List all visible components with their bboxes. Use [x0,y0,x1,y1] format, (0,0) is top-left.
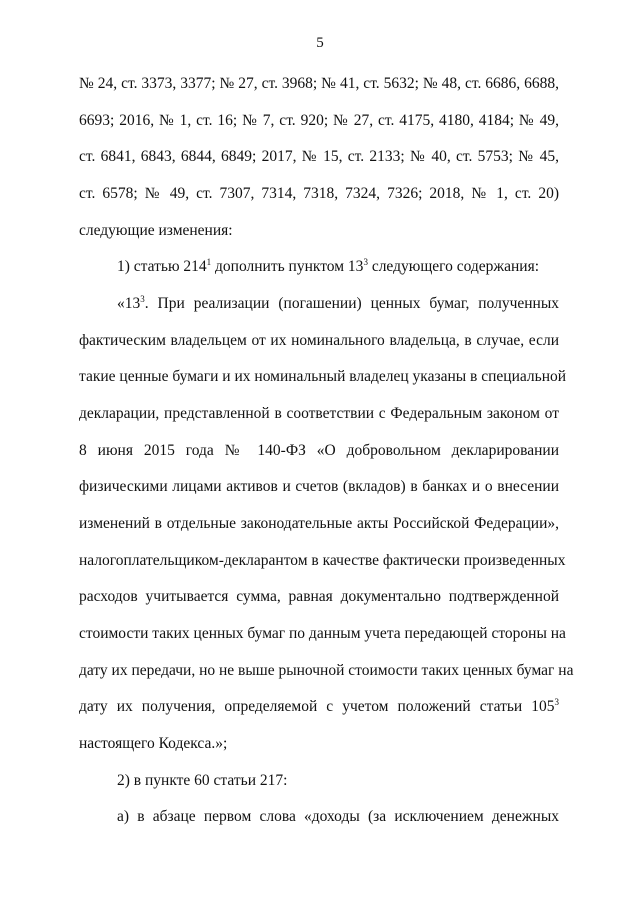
text-line: настоящего Кодекса.»; [79,735,228,752]
text-fragment: . При реализации (погашении) ценных бумаг, полученных [144,295,559,312]
text-line: дату их передачи, но не выше рыночной стоимости таких ценных бумаг на [79,662,574,679]
list-item-1 [117,257,539,277]
superscript: 3 [554,697,559,707]
text-line: 8 июня 2015 года № 140-ФЗ «О добровольном декларировании [79,442,559,459]
list-item-2: 2) в пункте 60 статьи 217: [117,772,288,789]
superscript: 3 [363,257,368,267]
text-line: стоимости таких ценных бумаг по данным учета передающей стороны на [79,625,566,642]
text-line: изменений в отдельные законодательные акты Российской Федерации», [79,515,559,532]
text-fragment: «13 [117,295,141,312]
text-line: физическими лицами активов и счетов (вкладов) в банках и о внесении [79,478,559,495]
text-fragment: дату их получения, определяемой с учетом положений статьи 105 [79,698,555,715]
text-line: налогоплательщиком-декларантом в качестве фактически произведенных [79,552,566,569]
page-number: 5 [316,35,324,51]
text-line: такие ценные бумаги и их номинальный владелец указаны в специальной [79,368,567,385]
sub-item-a: а) в абзаце первом слова «доходы (за исключением денежных [117,808,559,825]
superscript: 3 [140,294,145,304]
text-line: следующие изменения: [79,222,233,239]
text-line: 6693; 2016, № 1, ст. 16; № 7, ст. 920; № 27, ст. 4175, 4180, 4184; № 49, [79,112,559,129]
text-line: № 24, ст. 3373, 3377; № 27, ст. 3968; № 41, ст. 5632; № 48, ст. 6686, 6688, [79,75,559,92]
text-line [79,697,559,717]
text-line: расходов учитывается сумма, равная документально подтвержденной [79,588,559,605]
text-line: ст. 6578; № 49, ст. 7307, 7314, 7318, 7324, 7326; 2018, № 1, ст. 20) [79,185,559,202]
quoted-paragraph-start [117,294,559,314]
superscript: 1 [206,257,212,267]
text-line: ст. 6841, 6843, 6844, 6849; 2017, № 15, ст. 2133; № 40, ст. 5753; № 45, [79,148,559,165]
text-fragment: следующего содержания: [367,258,540,275]
text-fragment: 1) статью 214 [117,258,207,275]
text-fragment: дополнить пунктом 13 [211,258,364,275]
text-line: фактическим владельцем от их номинального владельца, в случае, если [79,332,559,349]
text-line: декларации, представленной в соответствии с Федеральным законом от [79,405,559,422]
